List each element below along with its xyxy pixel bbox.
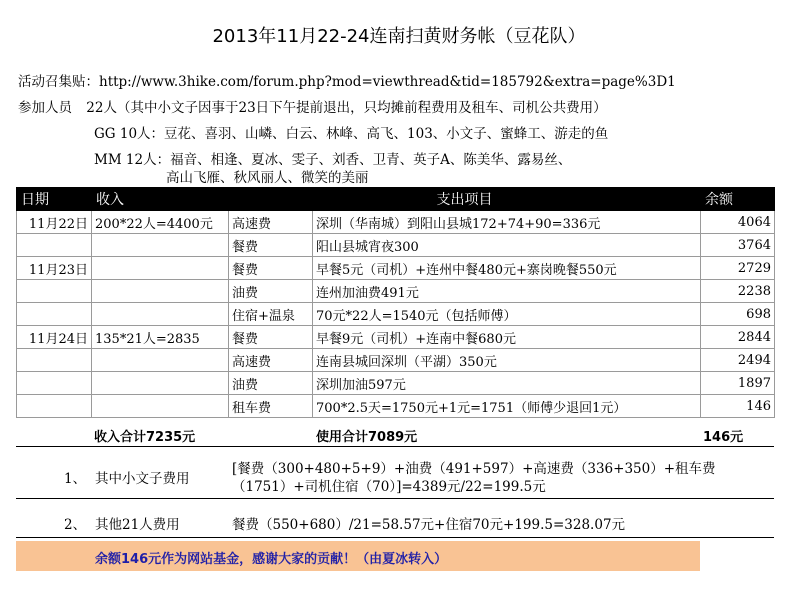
detail-cell: 阳山县城宵夜300	[313, 234, 701, 257]
activity-line	[18, 70, 676, 90]
table-row	[17, 257, 775, 280]
detail-cell: 连南县城回深圳（平湖）350元	[313, 349, 701, 372]
income-cell	[92, 257, 229, 280]
table-row	[17, 349, 775, 372]
balance-cell: 2729	[701, 257, 775, 280]
detail-cell: 深圳（华南城）到阳山县城172+74+90=336元	[313, 211, 701, 234]
table-row	[17, 395, 775, 418]
members-summary: 22人（其中小文子因事于23日下午提前退出，只均摊前程费用及租车、司机公共费用）	[86, 100, 607, 116]
activity-url[interactable]: http://www.3hike.com/forum.php?mod=viewthread&tid=185792&extra=page%3D1	[99, 74, 676, 90]
date-cell	[17, 280, 92, 303]
income-cell	[92, 372, 229, 395]
date-cell: 11月22日	[17, 211, 92, 234]
detail-cell: 早餐9元（司机）+连南中餐680元	[313, 326, 701, 349]
ledger-header-row	[17, 188, 775, 211]
note-2-number: 2、	[64, 517, 87, 533]
category-cell: 油费	[229, 372, 313, 395]
category-cell: 餐费	[229, 234, 313, 257]
members-line	[18, 96, 607, 116]
category-cell: 餐费	[229, 326, 313, 349]
balance-cell: 3764	[701, 234, 775, 257]
balance-cell: 2238	[701, 280, 775, 303]
date-cell	[17, 234, 92, 257]
note-1-text-line2: （1751）+司机住宿（70）]=4389元/22=199.5元	[232, 479, 546, 495]
header-expense: 支出项目	[229, 188, 701, 211]
note-2-text: 餐费（550+680）/21=58.57元+住宿70元+199.5=328.07元	[232, 517, 626, 533]
note-2-label: 其他21人费用	[95, 517, 180, 533]
detail-cell: 早餐5元（司机）+连州中餐480元+寨岗晚餐550元	[313, 257, 701, 280]
table-row	[17, 372, 775, 395]
detail-cell: 70元*22人=1540元（包括师傅）	[313, 303, 701, 326]
table-row	[17, 234, 775, 257]
note-1-label: 其中小文子费用	[95, 471, 190, 487]
table-row	[17, 326, 775, 349]
income-cell: 200*22人=4400元	[92, 211, 229, 234]
date-cell	[17, 395, 92, 418]
note-1-number: 1、	[64, 471, 87, 487]
members-label: 参加人员	[18, 100, 72, 116]
table-row	[17, 280, 775, 303]
category-cell: 高速费	[229, 211, 313, 234]
date-cell	[17, 349, 92, 372]
divider	[16, 446, 774, 447]
category-cell: 租车费	[229, 395, 313, 418]
total-income: 收入合计7235元	[94, 430, 196, 445]
balance-cell: 2844	[701, 326, 775, 349]
detail-cell: 700*2.5天=1750元+1元=1751（师傅少退回1元）	[313, 395, 701, 418]
table-row	[17, 211, 775, 234]
fund-banner-text: 余额146元作为网站基金，感谢大家的贡献！（由夏冰转入）	[95, 552, 448, 567]
divider	[16, 537, 774, 538]
detail-cell: 深圳加油597元	[313, 372, 701, 395]
balance-cell: 1897	[701, 372, 775, 395]
gg-members: GG 10人：豆花、喜羽、山嶙、白云、林峰、高飞、103、小文子、蜜蜂工、游走的鱼	[94, 126, 609, 142]
date-cell: 11月24日	[17, 326, 92, 349]
balance-cell: 698	[701, 303, 775, 326]
date-cell	[17, 303, 92, 326]
page-title: 2013年11月22-24连南扫黄财务帐（豆花队）	[212, 26, 586, 47]
category-cell: 餐费	[229, 257, 313, 280]
category-cell: 住宿+温泉	[229, 303, 313, 326]
income-cell	[92, 280, 229, 303]
category-cell: 油费	[229, 280, 313, 303]
total-balance: 146元	[703, 430, 744, 445]
mm-members-line2: 高山飞雁、秋风丽人、微笑的美丽	[166, 170, 369, 186]
income-cell	[92, 349, 229, 372]
ledger-table	[16, 187, 775, 418]
date-cell	[17, 372, 92, 395]
header-date: 日期	[17, 188, 92, 211]
note-1-text-line1: [餐费（300+480+5+9）+油费（491+597）+高速费（336+350）+租车费	[232, 461, 716, 477]
balance-cell: 2494	[701, 349, 775, 372]
header-balance: 余额	[701, 188, 775, 211]
income-cell	[92, 303, 229, 326]
date-cell: 11月23日	[17, 257, 92, 280]
detail-cell: 连州加油费491元	[313, 280, 701, 303]
income-cell	[92, 395, 229, 418]
income-cell	[92, 234, 229, 257]
activity-label: 活动召集贴：	[18, 74, 99, 90]
balance-cell: 4064	[701, 211, 775, 234]
total-expense: 使用合计7089元	[316, 430, 418, 445]
table-row	[17, 303, 775, 326]
divider	[16, 498, 774, 499]
income-cell: 135*21人=2835	[92, 326, 229, 349]
balance-cell: 146	[701, 395, 775, 418]
mm-members-line1: MM 12人：福音、相逢、夏冰、雯子、刘香、卫青、英子A、陈美华、露易丝、	[94, 152, 572, 168]
category-cell: 高速费	[229, 349, 313, 372]
header-income: 收入	[92, 188, 229, 211]
